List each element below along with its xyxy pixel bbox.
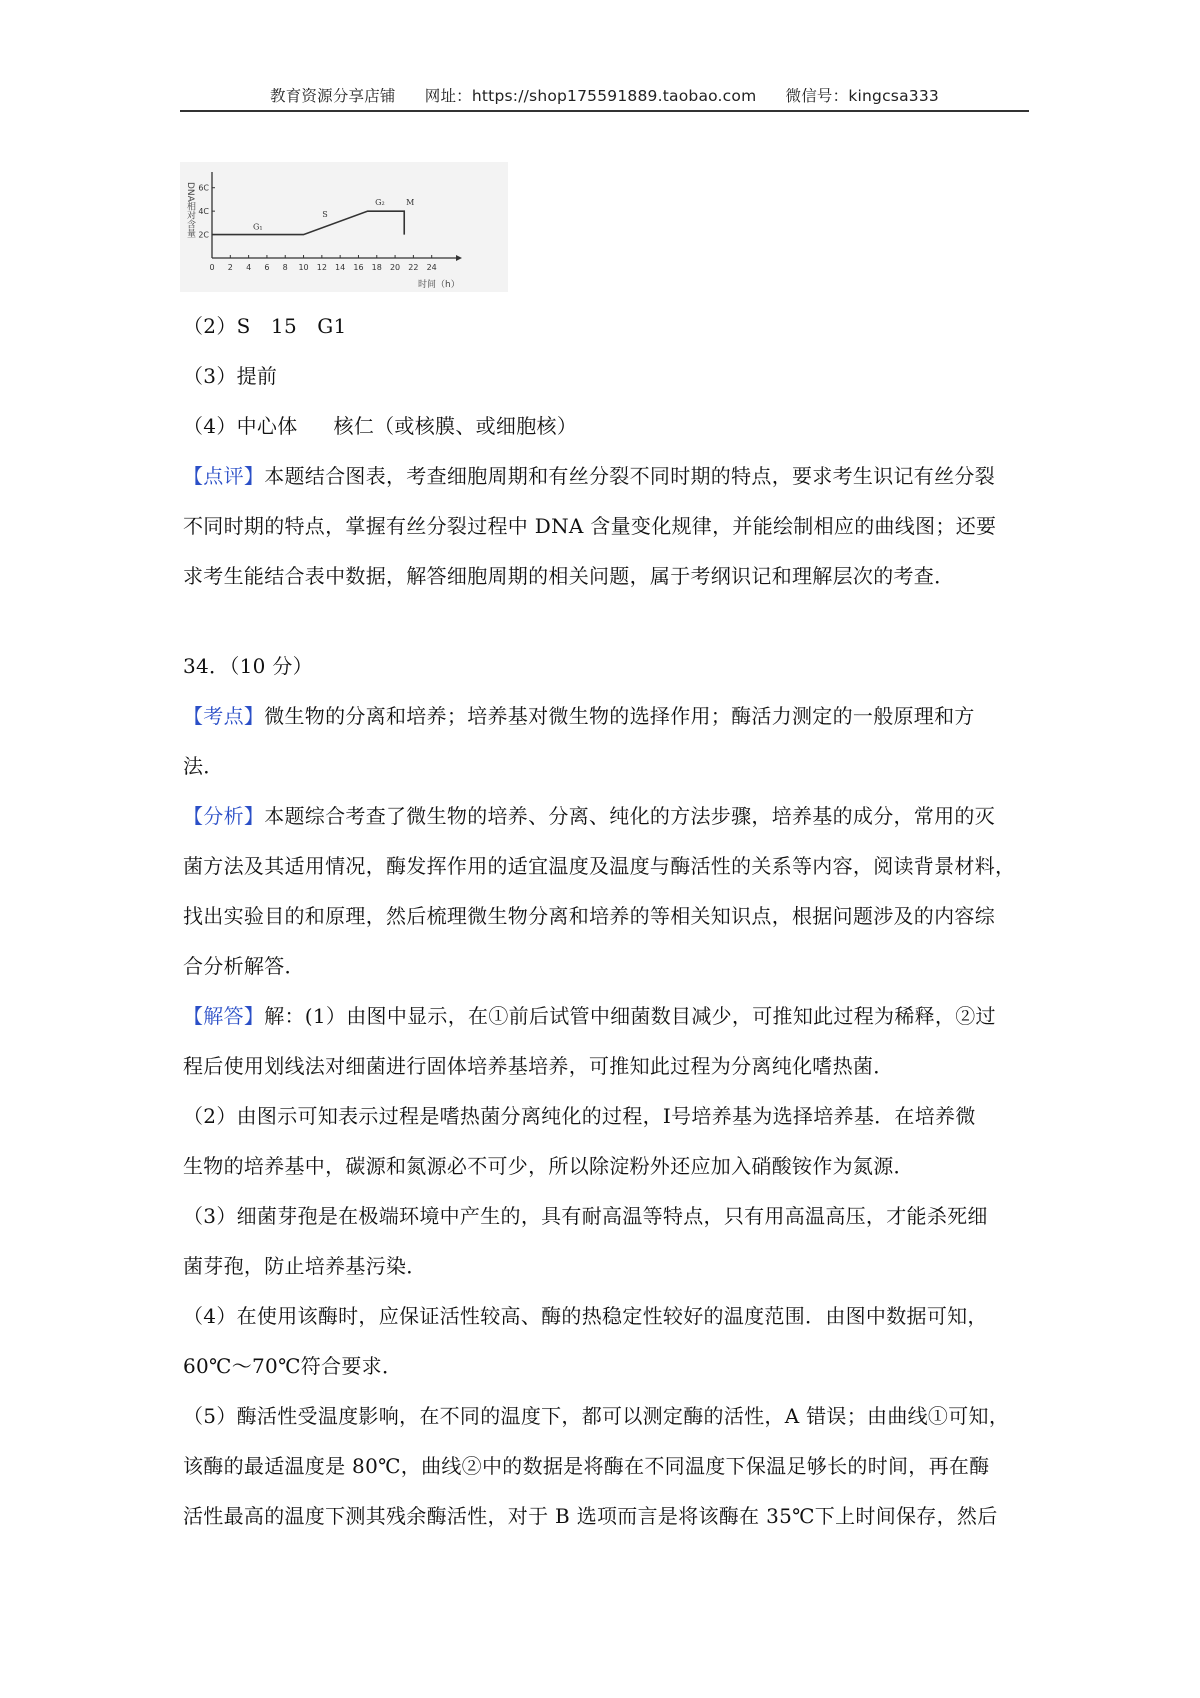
part4-line-2: 60℃～70℃符合要求． — [183, 1354, 403, 1378]
y-tick-label: 2C — [198, 230, 209, 240]
phase-label: M — [406, 198, 415, 208]
x-tick-label: 12 — [316, 263, 327, 272]
x-tick-label: 2 — [227, 263, 233, 272]
x-tick-label: 4 — [246, 263, 252, 272]
header-site: 网址：https://shop175591889.taobao.com — [424, 87, 757, 105]
part3-line-2: 菌芽孢，防止培养基污染． — [183, 1254, 427, 1278]
part5-line-3: 活性最高的温度下测其残余酶活性，对于 B 选项而言是将该酶在 35℃下上时间保存，然后 — [183, 1504, 998, 1528]
x-tick-label: 8 — [282, 263, 288, 272]
dna-content-chart — [180, 162, 508, 292]
jieda-line-2: 程后使用划线法对细菌进行固体培养基培养，可推知此过程为分离纯化嗜热菌． — [183, 1054, 894, 1078]
x-tick-label: 18 — [371, 263, 382, 272]
x-tick-label: 22 — [408, 263, 419, 272]
comment-line-1 — [183, 462, 995, 490]
part2-line-2: 生物的培养基中，碳源和氮源必不可少，所以除淀粉外还应加入硝酸铵作为氮源． — [183, 1154, 914, 1178]
answer-4 — [183, 412, 577, 440]
header-shop: 教育资源分享店铺 — [270, 87, 396, 105]
fenxi-line-1 — [183, 802, 995, 830]
kaodian-line-1 — [183, 702, 975, 730]
fenxi-tag: 【分析】 — [183, 804, 265, 828]
fenxi-line-2: 菌方法及其适用情况，酶发挥作用的适宜温度及温度与酶活性的关系等内容，阅读背景材料， — [183, 854, 1016, 878]
y-axis-label: DNA相对含量 — [185, 182, 195, 238]
part5-line-2: 该酶的最适温度是 80℃，曲线②中的数据是将酶在不同温度下保温足够长的时间，再在酶 — [183, 1454, 990, 1478]
x-tick-label: 20 — [389, 263, 401, 272]
y-tick-label: 6C — [198, 183, 209, 193]
fenxi-line-3: 找出实验目的和原理，然后梳理微生物分离和培养的等相关知识点，根据问题涉及的内容综 — [183, 904, 995, 928]
kaodian-tag: 【考点】 — [183, 704, 265, 728]
x-tick-label: 24 — [426, 263, 437, 272]
part3-line-1: （3）细菌芽孢是在极端环境中产生的，具有耐高温等特点，只有用高温高压，才能杀死细 — [183, 1204, 988, 1228]
part4-line-1: （4）在使用该酶时，应保证活性较高、酶的热稳定性较好的温度范围．由图中数据可知， — [183, 1304, 988, 1328]
comment-text-1: 本题结合图表，考查细胞周期和有丝分裂不同时期的特点，要求考生识记有丝分裂 — [264, 464, 996, 488]
jieda-tag: 【解答】 — [183, 1004, 265, 1028]
q34-title: 34．（10 分） — [183, 654, 313, 678]
phase-label: G₁ — [252, 222, 263, 232]
kaodian-line-2: 法． — [183, 754, 224, 778]
x-tick-label: 16 — [353, 263, 364, 272]
phase-label: G₂ — [375, 198, 385, 208]
jieda-text-1: 解：(1）由图中显示，在①前后试管中细菌数目减少，可推知此过程为稀释，②过 — [264, 1004, 996, 1028]
header-wechat: 微信号：kingcsa333 — [785, 87, 939, 105]
kaodian-text-1: 微生物的分离和培养；培养基对微生物的选择作用；酶活力测定的一般原理和方 — [264, 704, 975, 728]
chart-background — [180, 162, 508, 292]
y-tick-label: 4C — [198, 207, 209, 217]
answer-4-part2: 核仁（或核膜、或细胞核） — [333, 414, 578, 438]
x-tick-label: 6 — [264, 263, 270, 272]
comment-line-3: 求考生能结合表中数据，解答细胞周期的相关问题，属于考纲识记和理解层次的考查． — [183, 564, 955, 588]
x-tick-label: 10 — [298, 263, 309, 272]
comment-tag: 【点评】 — [183, 464, 265, 488]
x-tick-label: 14 — [335, 263, 346, 272]
fenxi-line-4: 合分析解答． — [183, 954, 305, 978]
phase-label: S — [322, 209, 328, 219]
x-axis-label: 时间（h） — [418, 280, 460, 290]
part5-line-1: （5）酶活性受温度影响，在不同的温度下，都可以测定酶的活性，A 错误；由曲线①可知， — [183, 1404, 1010, 1428]
header-rule — [180, 110, 1029, 112]
jieda-line-1 — [183, 1002, 996, 1030]
x-tick-label: 0 — [209, 263, 215, 272]
comment-line-2: 不同时期的特点，掌握有丝分裂过程中 DNA 含量变化规律，并能绘制相应的曲线图；还要 — [183, 514, 997, 538]
answer-2: （2）S 15 G1 — [183, 314, 347, 338]
answer-4-part1: （4）中心体 — [183, 414, 298, 438]
page-header — [180, 84, 1029, 106]
fenxi-text-1: 本题综合考查了微生物的培养、分离、纯化的方法步骤，培养基的成分，常用的灭 — [264, 804, 996, 828]
part2-line-1: （2）由图示可知表示过程是嗜热菌分离纯化的过程，Ⅰ号培养基为选择培养基．在培养微 — [183, 1104, 976, 1128]
answer-3: （3）提前 — [183, 364, 278, 388]
